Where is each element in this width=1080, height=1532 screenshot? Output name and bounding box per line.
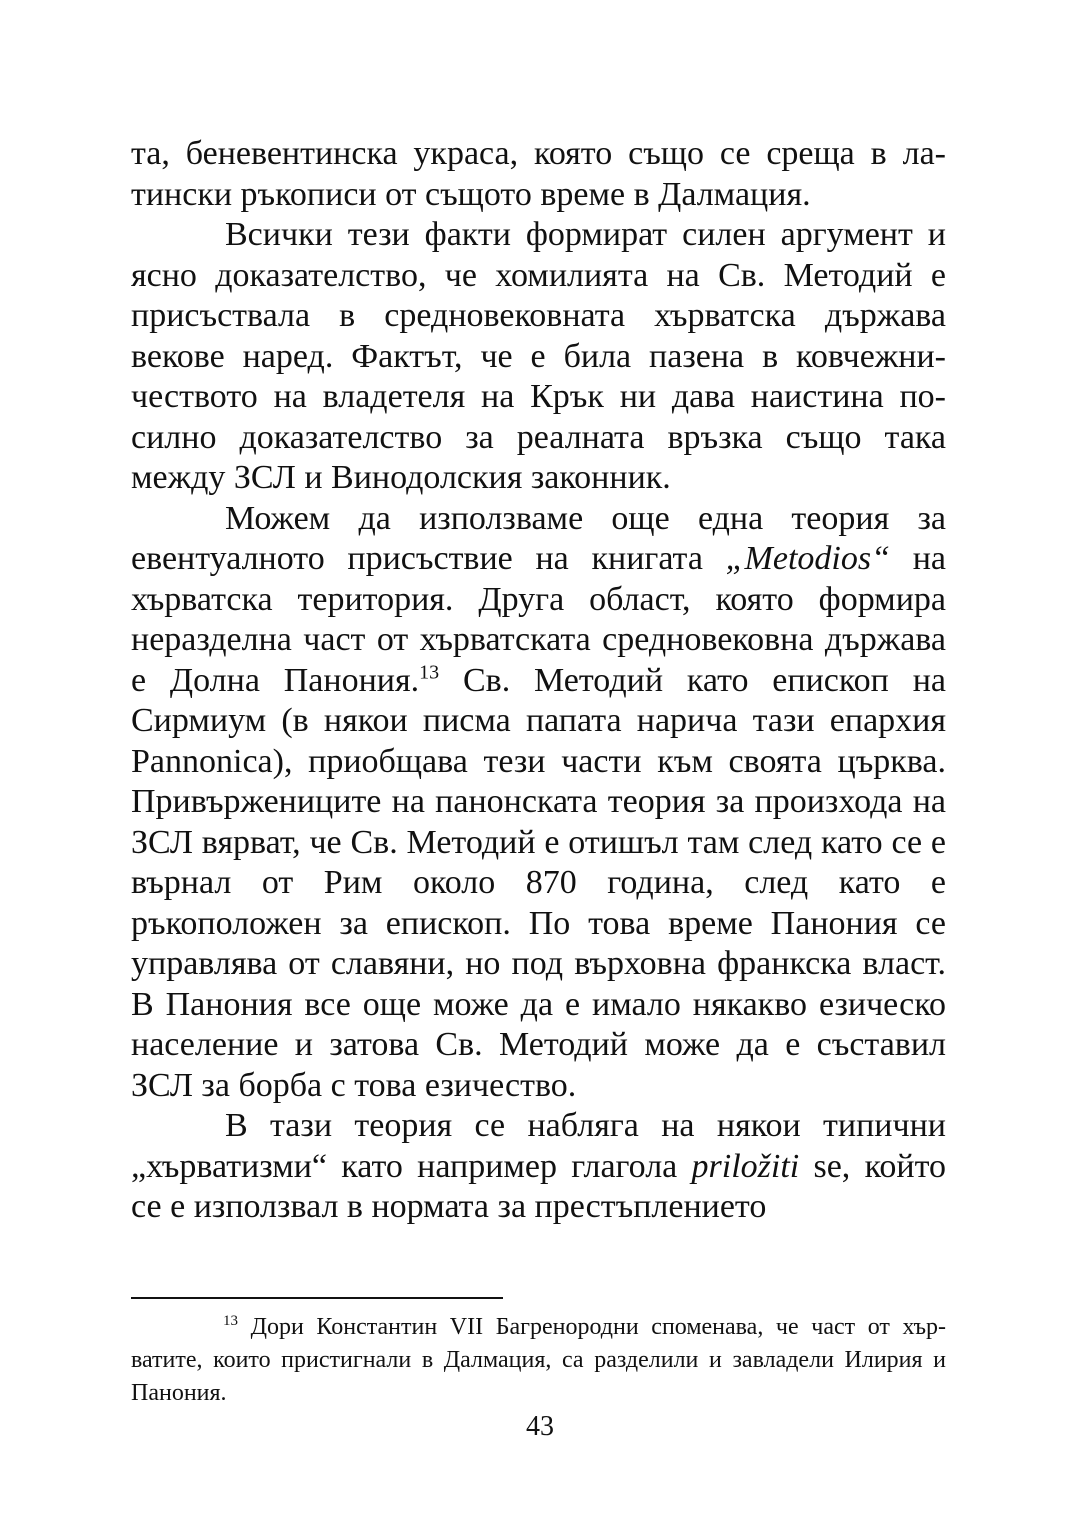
- paragraph-3-text-b: на хърватска територия. Друга област, която формира неразделна част от хърватската средновековна държава е Долна Панония.: [131, 540, 946, 699]
- paragraph-3: [131, 499, 946, 1107]
- footnote-reference[interactable]: 13: [419, 661, 440, 684]
- footnote-number: 13: [223, 1313, 238, 1329]
- book-title-italic: „Metodios“: [725, 540, 890, 577]
- paragraph-4-text-b: se, който се е използвал в нормата за престъплението: [131, 1147, 946, 1225]
- main-text: [131, 134, 946, 1228]
- paragraph-3-text-c: Св. Методий като епископ на Сирмиум (в някои писма папата нарича тази епархия Pannonica), приобщава тези части към своята църква. Привържениците на панонската теория за произхода на ЗСЛ вярват, че Св. Методий е отишъл там след като се е върнал от Рим около 870 година, след като е ръкоположен за епископ. По това време Панония се управлява от славяни, но под върховна франкска власт. В Панония все още може да е имало някакво езическо население и затова Св. Методий може да е съставил ЗСЛ за борба с това езичество.: [131, 661, 946, 1104]
- page-number: 43: [526, 1411, 554, 1442]
- footnote-paragraph: [131, 1311, 946, 1410]
- footnote-divider: [131, 1297, 503, 1299]
- paragraph-4: [131, 1106, 946, 1228]
- paragraph-2: Всички тези факти формират силен аргумент и ясно доказателство, че хомилията на Св. Методий е присъствала в средновековната хърватска държава векове наред. Фактът, че е била пазена в ковчежничеството на владетеля на Крък ни дава наистина посилно доказателство за реалната връзка също така между ЗСЛ и Винодолския законник.: [131, 216, 946, 496]
- footnote: [131, 1311, 946, 1410]
- footnote-text: Дори Константин VII Багренородни споменава, че част от хърватите, които пристигнали в Далмация, са разделили и завладели Илирия и Панония.: [131, 1314, 946, 1406]
- paragraph-4-text-a: В тази теория се набляга на някои типични „хърватизми“ като например глагола: [131, 1107, 946, 1185]
- verb-italic: priložiti: [691, 1147, 800, 1185]
- paragraph-1: та, беневентинска украса, която също се среща в латински ръкописи от същото време в Далмация.: [131, 135, 946, 213]
- paragraph-3-text-a: Можем да използваме още една теория за евентуалното присъствие на книгата: [131, 499, 946, 577]
